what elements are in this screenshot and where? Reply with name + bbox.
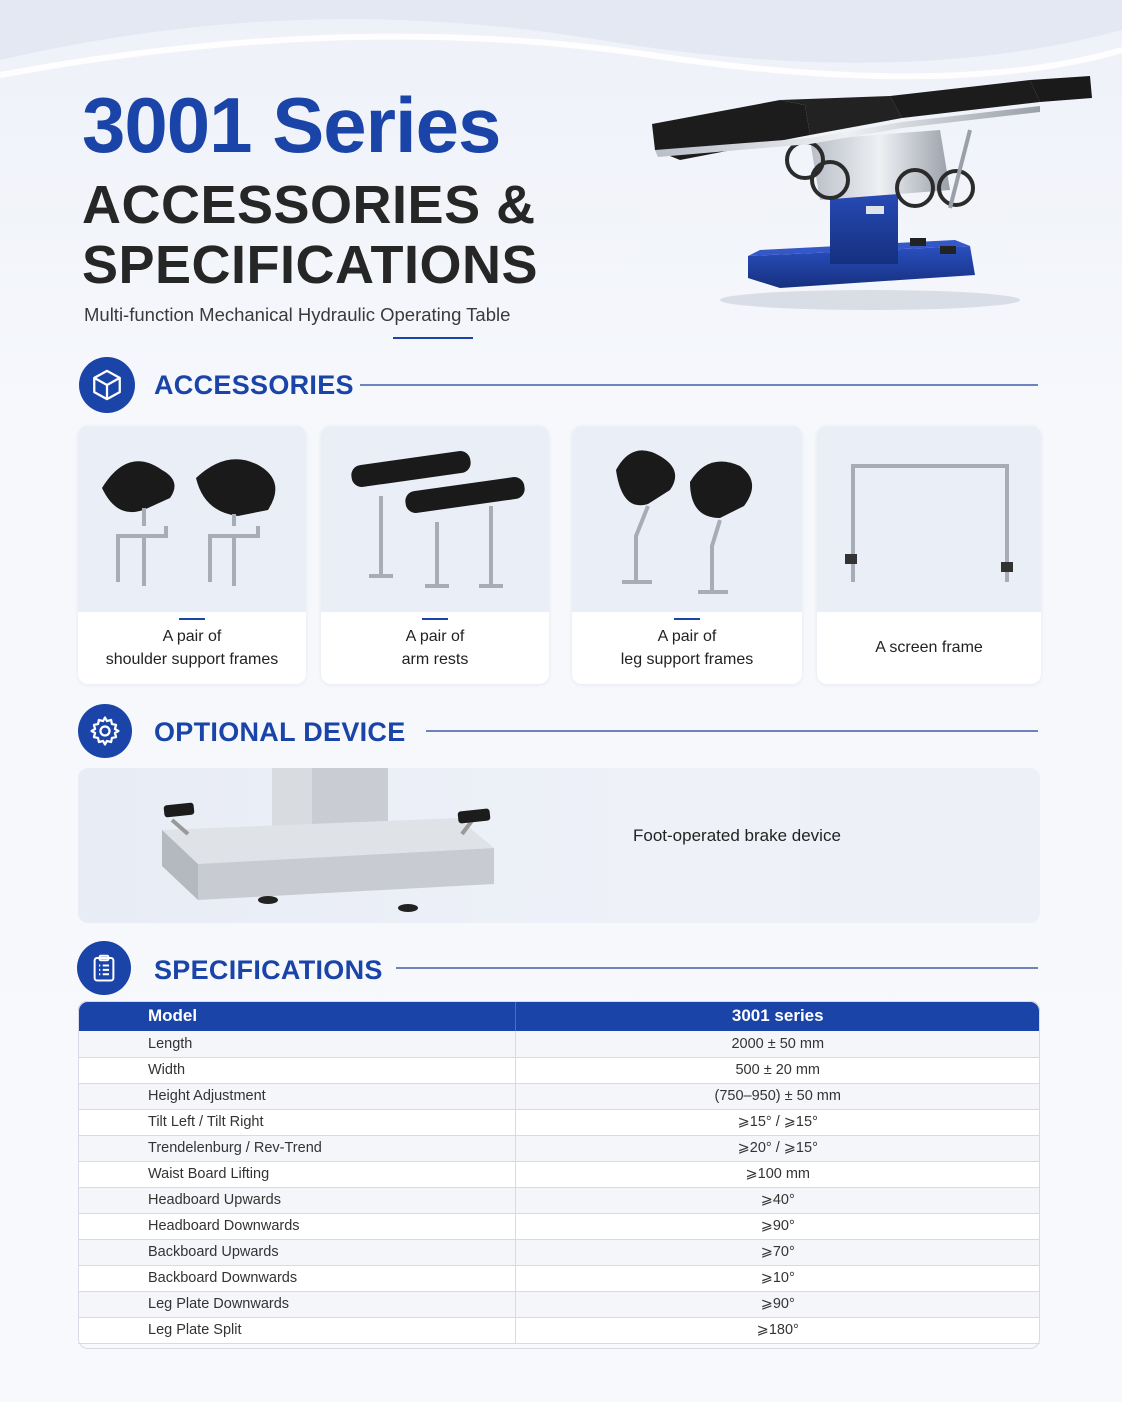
table-row	[78, 1083, 1040, 1109]
spec-name: Backboard Downwards	[78, 1265, 515, 1291]
table-row	[78, 1187, 1040, 1213]
page-title-line2: SPECIFICATIONS	[82, 235, 539, 295]
accessory-card-leg	[572, 426, 802, 684]
series-title: 3001 Series	[82, 81, 501, 169]
arm-rests-image	[321, 426, 549, 612]
table-row	[78, 1239, 1040, 1265]
accessory-label-line1: A pair of	[405, 628, 465, 645]
accessory-label	[78, 626, 306, 671]
spec-name: Backboard Upwards	[78, 1239, 515, 1265]
section-title-accessories: ACCESSORIES	[154, 370, 354, 400]
brake-device-image	[158, 768, 518, 923]
spec-name: Headboard Upwards	[78, 1187, 515, 1213]
spec-value: ⩾180°	[515, 1317, 1040, 1343]
table-row	[78, 1031, 1040, 1057]
optional-device-label: Foot-operated brake device	[633, 826, 841, 845]
spec-value: 2000 ± 50 mm	[515, 1031, 1040, 1057]
section-title-optional: OPTIONAL DEVICE	[154, 717, 406, 747]
spec-value: ⩾100 mm	[515, 1161, 1040, 1187]
spec-name: Waist Board Lifting	[78, 1161, 515, 1187]
spec-name: Headboard Downwards	[78, 1213, 515, 1239]
accessory-label-line2: arm rests	[401, 650, 469, 668]
spec-name: Length	[78, 1031, 515, 1057]
tagline: Multi-function Mechanical Hydraulic Operating Table	[84, 304, 511, 325]
accessory-label-line1: A pair of	[162, 628, 222, 645]
accessory-label-line1: A pair of	[657, 628, 717, 645]
table-header-series: 3001 series	[515, 1001, 1040, 1031]
table-header-row	[78, 1001, 1040, 1031]
operating-table-image	[640, 60, 1110, 320]
table-row	[78, 1265, 1040, 1291]
card-accent	[422, 618, 448, 620]
table-row	[78, 1135, 1040, 1161]
spec-name: Leg Plate Downwards	[78, 1291, 515, 1317]
section-divider	[426, 730, 1038, 732]
section-divider	[396, 967, 1038, 969]
accessory-label	[572, 626, 802, 671]
accessory-label	[817, 637, 1041, 660]
table-header-model: Model	[78, 1001, 515, 1031]
spec-name: Height Adjustment	[78, 1083, 515, 1109]
spec-value: (750–950) ± 50 mm	[515, 1083, 1040, 1109]
accessory-card-screen	[817, 426, 1041, 684]
accessory-label-line2: leg support frames	[620, 650, 754, 668]
card-accent	[179, 618, 205, 620]
spec-value: ⩾40°	[515, 1187, 1040, 1213]
accessory-label-line2: shoulder support frames	[105, 650, 279, 668]
spec-value: ⩾70°	[515, 1239, 1040, 1265]
accessory-card-armrest	[321, 426, 549, 684]
table-row	[78, 1213, 1040, 1239]
table-row	[78, 1317, 1040, 1343]
spec-value: ⩾10°	[515, 1265, 1040, 1291]
accessory-card-shoulder	[78, 426, 306, 684]
tagline-underline	[393, 337, 473, 339]
spec-value: ⩾90°	[515, 1291, 1040, 1317]
box-icon	[79, 357, 135, 413]
table-row	[78, 1291, 1040, 1317]
spec-value: ⩾90°	[515, 1213, 1040, 1239]
section-divider	[360, 384, 1038, 386]
table-row	[78, 1057, 1040, 1083]
spec-value: 500 ± 20 mm	[515, 1057, 1040, 1083]
spec-name: Width	[78, 1057, 515, 1083]
spec-name: Tilt Left / Tilt Right	[78, 1109, 515, 1135]
accessory-label	[321, 626, 549, 671]
spec-name: Leg Plate Split	[78, 1317, 515, 1343]
spec-value: ⩾15° / ⩾15°	[515, 1109, 1040, 1135]
spec-table	[78, 1001, 1040, 1344]
leg-support-image	[572, 426, 802, 612]
page-title-line1: ACCESSORIES &	[82, 175, 536, 235]
clipboard-icon	[77, 941, 131, 995]
section-title-specifications: SPECIFICATIONS	[154, 955, 383, 985]
spec-name: Trendelenburg / Rev-Trend	[78, 1135, 515, 1161]
shoulder-support-image	[78, 426, 306, 612]
gear-icon	[78, 704, 132, 758]
accessory-label-line1: A screen frame	[875, 639, 983, 656]
card-accent	[674, 618, 700, 620]
screen-frame-image	[817, 426, 1041, 612]
table-row	[78, 1109, 1040, 1135]
table-row	[78, 1161, 1040, 1187]
spec-value: ⩾20° / ⩾15°	[515, 1135, 1040, 1161]
optional-device-panel	[78, 768, 1040, 923]
